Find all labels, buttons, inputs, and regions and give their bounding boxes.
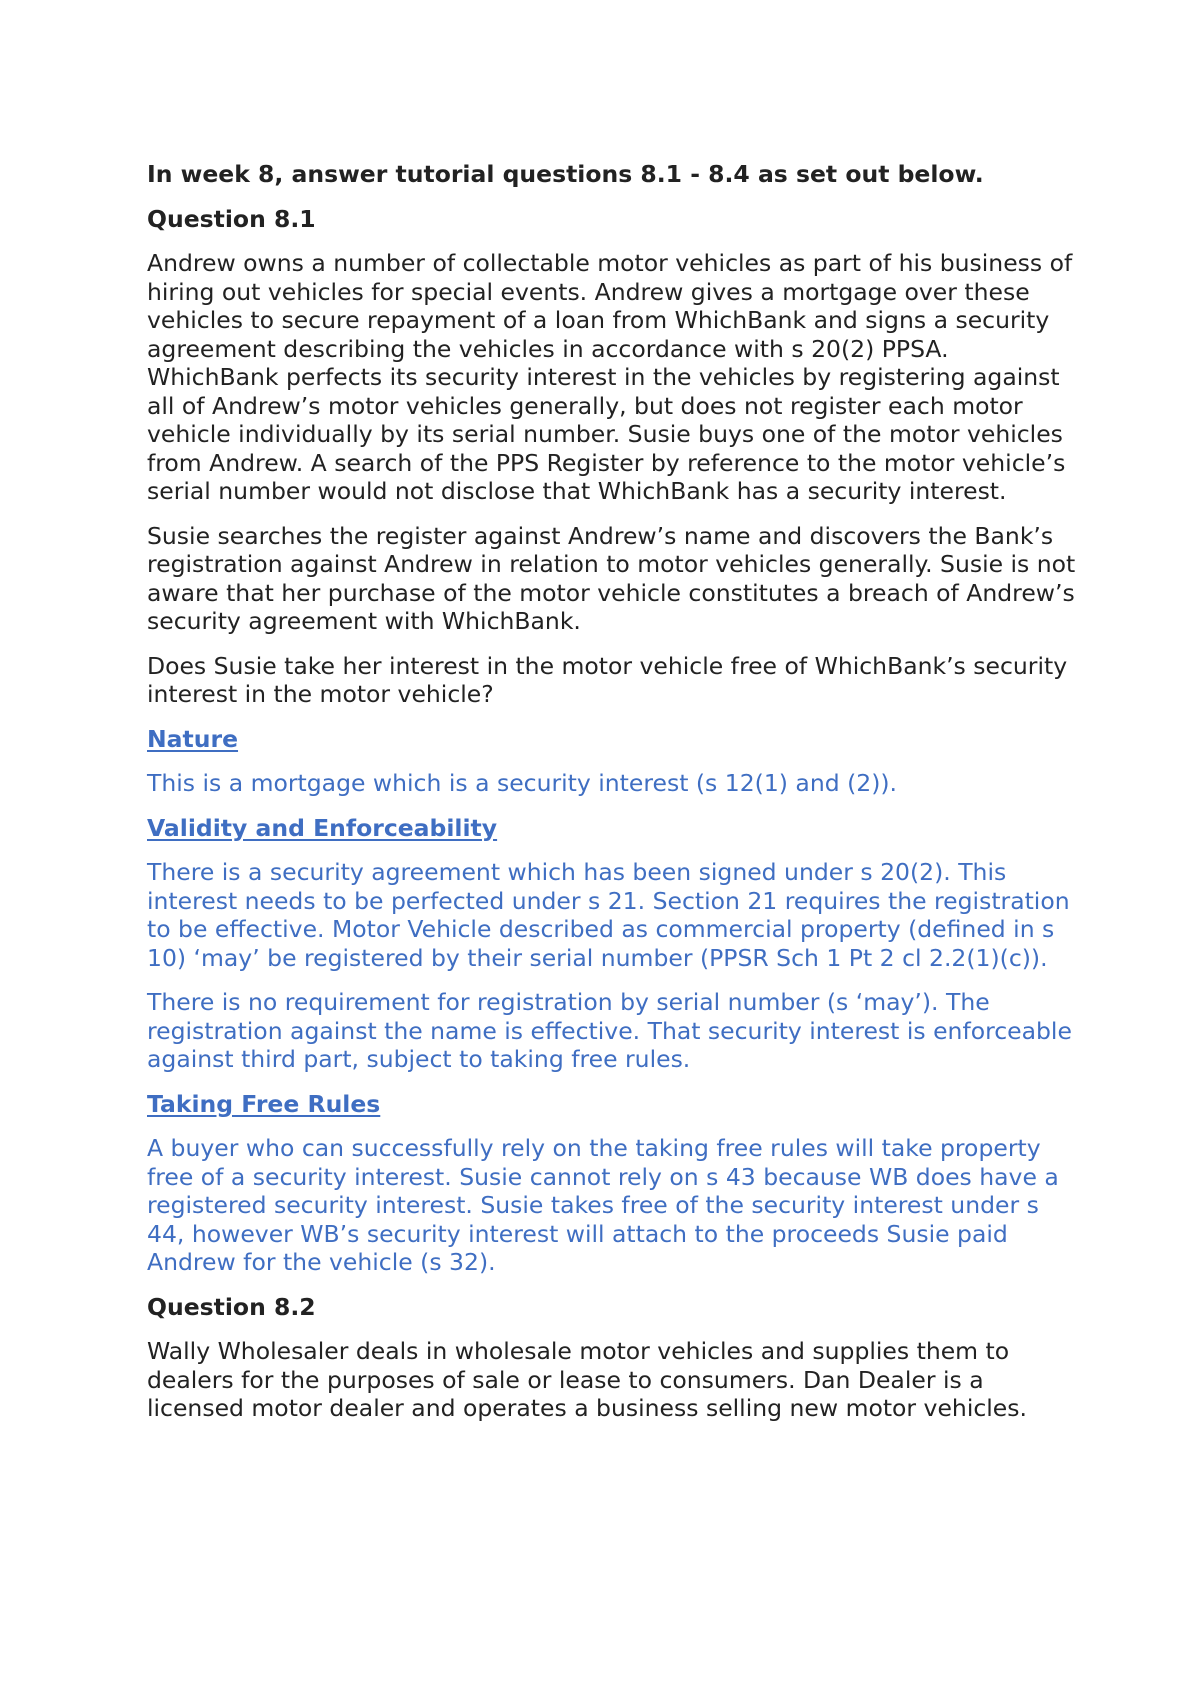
intro-heading: In week 8, answer tutorial questions 8.1 - 8.4 as set out below. <box>147 160 984 188</box>
question-8-2-paragraph: Wally Wholesaler deals in wholesale motor vehicles and supplies them to dealers for the purposes of sale or lease to consumers. Dan Dealer is a licensed motor dealer and operates a business selling new motor vehicles. <box>147 1337 1027 1422</box>
validity-text-2: There is no requirement for registration by serial number (s ‘may’). The registration against the name is effective. That security interest is enforceable against third part, subject to taking free rules. <box>147 988 1072 1073</box>
question-8-1-paragraph-3: Does Susie take her interest in the motor vehicle free of WhichBank’s security interest in the motor vehicle? <box>147 651 1068 708</box>
taking-free-heading[interactable]: Taking Free Rules <box>147 1089 381 1118</box>
validity-text-1: There is a security agreement which has been signed under s 20(2). This interest needs to be perfected under s 21. Section 21 requires the registration to be effective. Motor Vehicle described as commercial property (defined in s 10) ‘may’ be registered by their serial number (PPSR Sch 1 Pt 2 cl 2.2(1)(c)). <box>147 858 1070 972</box>
question-8-2-title: Question 8.2 <box>147 1292 316 1321</box>
validity-heading[interactable]: Validity and Enforceability <box>147 813 498 842</box>
question-8-1-title: Question 8.1 <box>147 204 316 233</box>
question-8-1-paragraph-2: Susie searches the register against Andrew’s name and discovers the Bank’s registration against Andrew in relation to motor vehicles generally. Susie is not aware that her purchase of the motor vehicle constitutes a breach of Andrew’s security agreement with WhichBank. <box>147 521 1076 635</box>
taking-free-text: A buyer who can successfully rely on the taking free rules will take property free of a security interest. Susie cannot rely on s 43 because WB does have a registered security interest. Susie takes free of the security interest under s 44, however WB’s security interest will attach to the proceeds Susie paid Andrew for the vehicle (s 32). <box>147 1134 1059 1276</box>
question-8-1-paragraph-1: Andrew owns a number of collectable motor vehicles as part of his business of hiring out vehicles for special events. Andrew gives a mortgage over these vehicles to secure repayment of a loan from WhichBank and signs a security agreement describing the vehicles in accordance with s 20(2) PPSA. WhichBank perfects its security interest in the vehicles by registering against all of Andrew’s motor vehicles generally, but does not register each motor vehicle individually by its serial number. Susie buys one of the motor vehicles from Andrew. A search of the PPS Register by reference to the motor vehicle’s serial number would not disclose that WhichBank has a security interest. <box>147 249 1073 505</box>
nature-text: This is a mortgage which is a security interest (s 12(1) and (2)). <box>147 769 898 797</box>
document-page <box>147 160 1077 1423</box>
nature-heading[interactable]: Nature <box>147 724 239 753</box>
